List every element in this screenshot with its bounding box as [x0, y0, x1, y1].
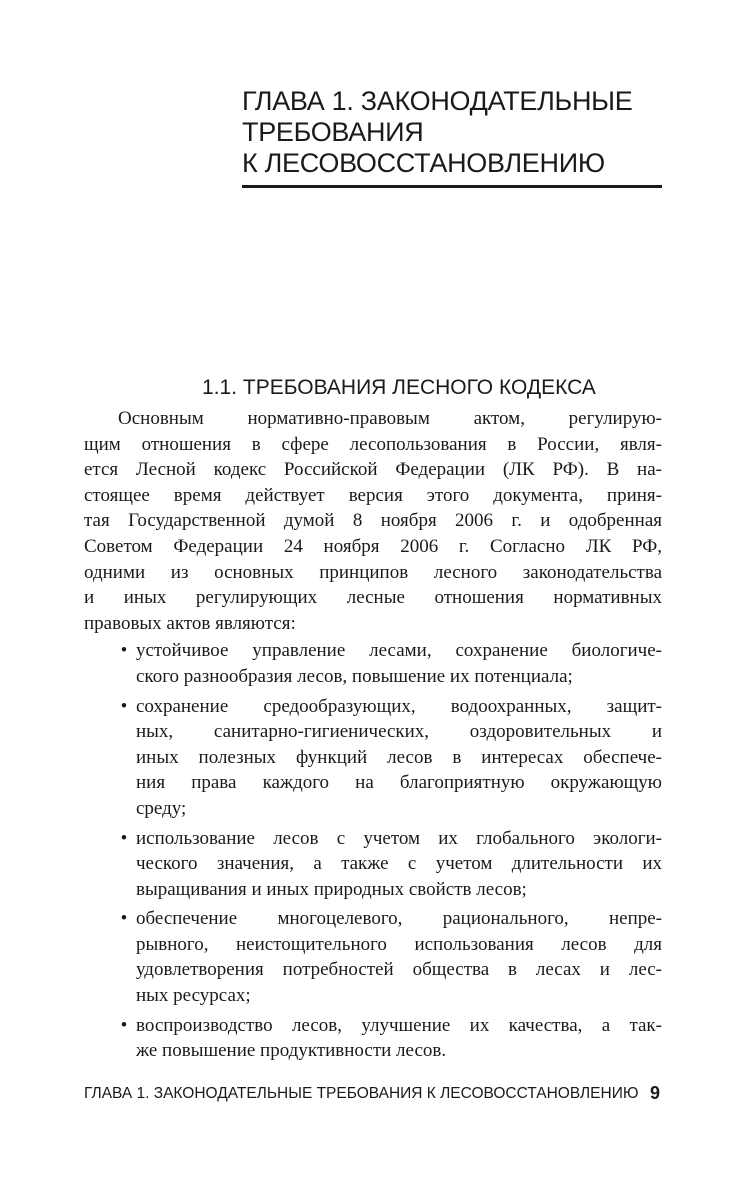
- bullet-icon: •: [120, 1014, 128, 1036]
- paragraph-line: одними из основных принципов лесного законодательства: [84, 561, 662, 583]
- principles-list: [84, 638, 662, 1064]
- list-item-line: устойчивое управление лесами, сохранение биологиче-: [136, 640, 662, 662]
- paragraph-line: Советом Федерации 24 ноября 2006 г. Согласно ЛК РФ,: [84, 535, 662, 557]
- list-item-line: ния права каждого на благоприятную окружающую: [136, 772, 662, 794]
- list-item-line: ского разнообразия лесов, повышение их потенциала;: [136, 665, 573, 687]
- paragraph-line: Основным нормативно-правовым актом, регулирую-: [118, 408, 662, 429]
- list-item-line: же повышение продуктивности лесов.: [136, 1040, 447, 1062]
- intro-paragraph: [84, 406, 662, 636]
- chapter-title-line: К ЛЕСОВОССТАНОВЛЕНИЮ: [242, 148, 605, 178]
- list-item-line: ных ресурсах;: [136, 985, 251, 1007]
- list-item: [84, 826, 662, 903]
- list-item-line: ных, санитарно-гигиенических, оздоровительных и: [136, 721, 662, 743]
- list-item-line: обеспечение многоцелевого, рационального, непре-: [136, 908, 662, 930]
- paragraph-line: и иных регулирующих лесные отношения нормативных: [84, 587, 662, 609]
- list-item-line: использование лесов с учетом их глобального экологи-: [136, 827, 662, 849]
- chapter-title-line: ГЛАВА 1. ЗАКОНОДАТЕЛЬНЫЕ: [242, 86, 633, 116]
- list-item-line: выращивания и иных природных свойств лесов;: [136, 878, 527, 900]
- list-item: [84, 906, 662, 1008]
- chapter-title-rule: [242, 185, 662, 188]
- section-title: 1.1. ТРЕБОВАНИЯ ЛЕСНОГО КОДЕКСА: [202, 376, 596, 399]
- bullet-icon: •: [120, 827, 128, 849]
- list-item-line: ческого значения, а также с учетом длительности их: [136, 853, 662, 875]
- page-number: 9: [649, 1083, 660, 1103]
- bullet-icon: •: [120, 908, 128, 930]
- list-item: [84, 694, 662, 822]
- paragraph-line: щим отношения в сфере лесопользования в России, явля-: [84, 433, 662, 455]
- paragraph-line: тая Государственной думой 8 ноября 2006 г. и одобренная: [84, 510, 662, 532]
- body-text: [84, 406, 662, 1068]
- list-item-line: воспроизводство лесов, улучшение их качества, а так-: [136, 1014, 662, 1036]
- list-item-line: рывного, неистощительного использования лесов для: [136, 933, 662, 955]
- bullet-icon: •: [120, 695, 128, 717]
- bullet-icon: •: [120, 640, 128, 662]
- list-item-line: сохранение средообразующих, водоохранных, защит-: [136, 695, 662, 717]
- list-item-line: иных полезных функций лесов в интересах обеспече-: [136, 746, 662, 768]
- paragraph-line: ется Лесной кодекс Российской Федерации (ЛК РФ). В на-: [84, 459, 662, 481]
- list-item: [84, 1013, 662, 1064]
- page-footer: [84, 1083, 662, 1107]
- list-item: [84, 638, 662, 689]
- paragraph-line: стоящее время действует версия этого документа, приня-: [84, 484, 662, 506]
- list-item-line: среду;: [136, 797, 187, 819]
- list-item-line: удовлетворения потребностей общества в лесах и лес-: [136, 959, 662, 981]
- chapter-title-line: ТРЕБОВАНИЯ: [242, 117, 424, 147]
- chapter-title: [242, 86, 662, 179]
- running-head: ГЛАВА 1. ЗАКОНОДАТЕЛЬНЫЕ ТРЕБОВАНИЯ К ЛЕСОВОССТАНОВЛЕНИЮ: [84, 1085, 639, 1102]
- paragraph-line: правовых актов являются:: [84, 612, 296, 634]
